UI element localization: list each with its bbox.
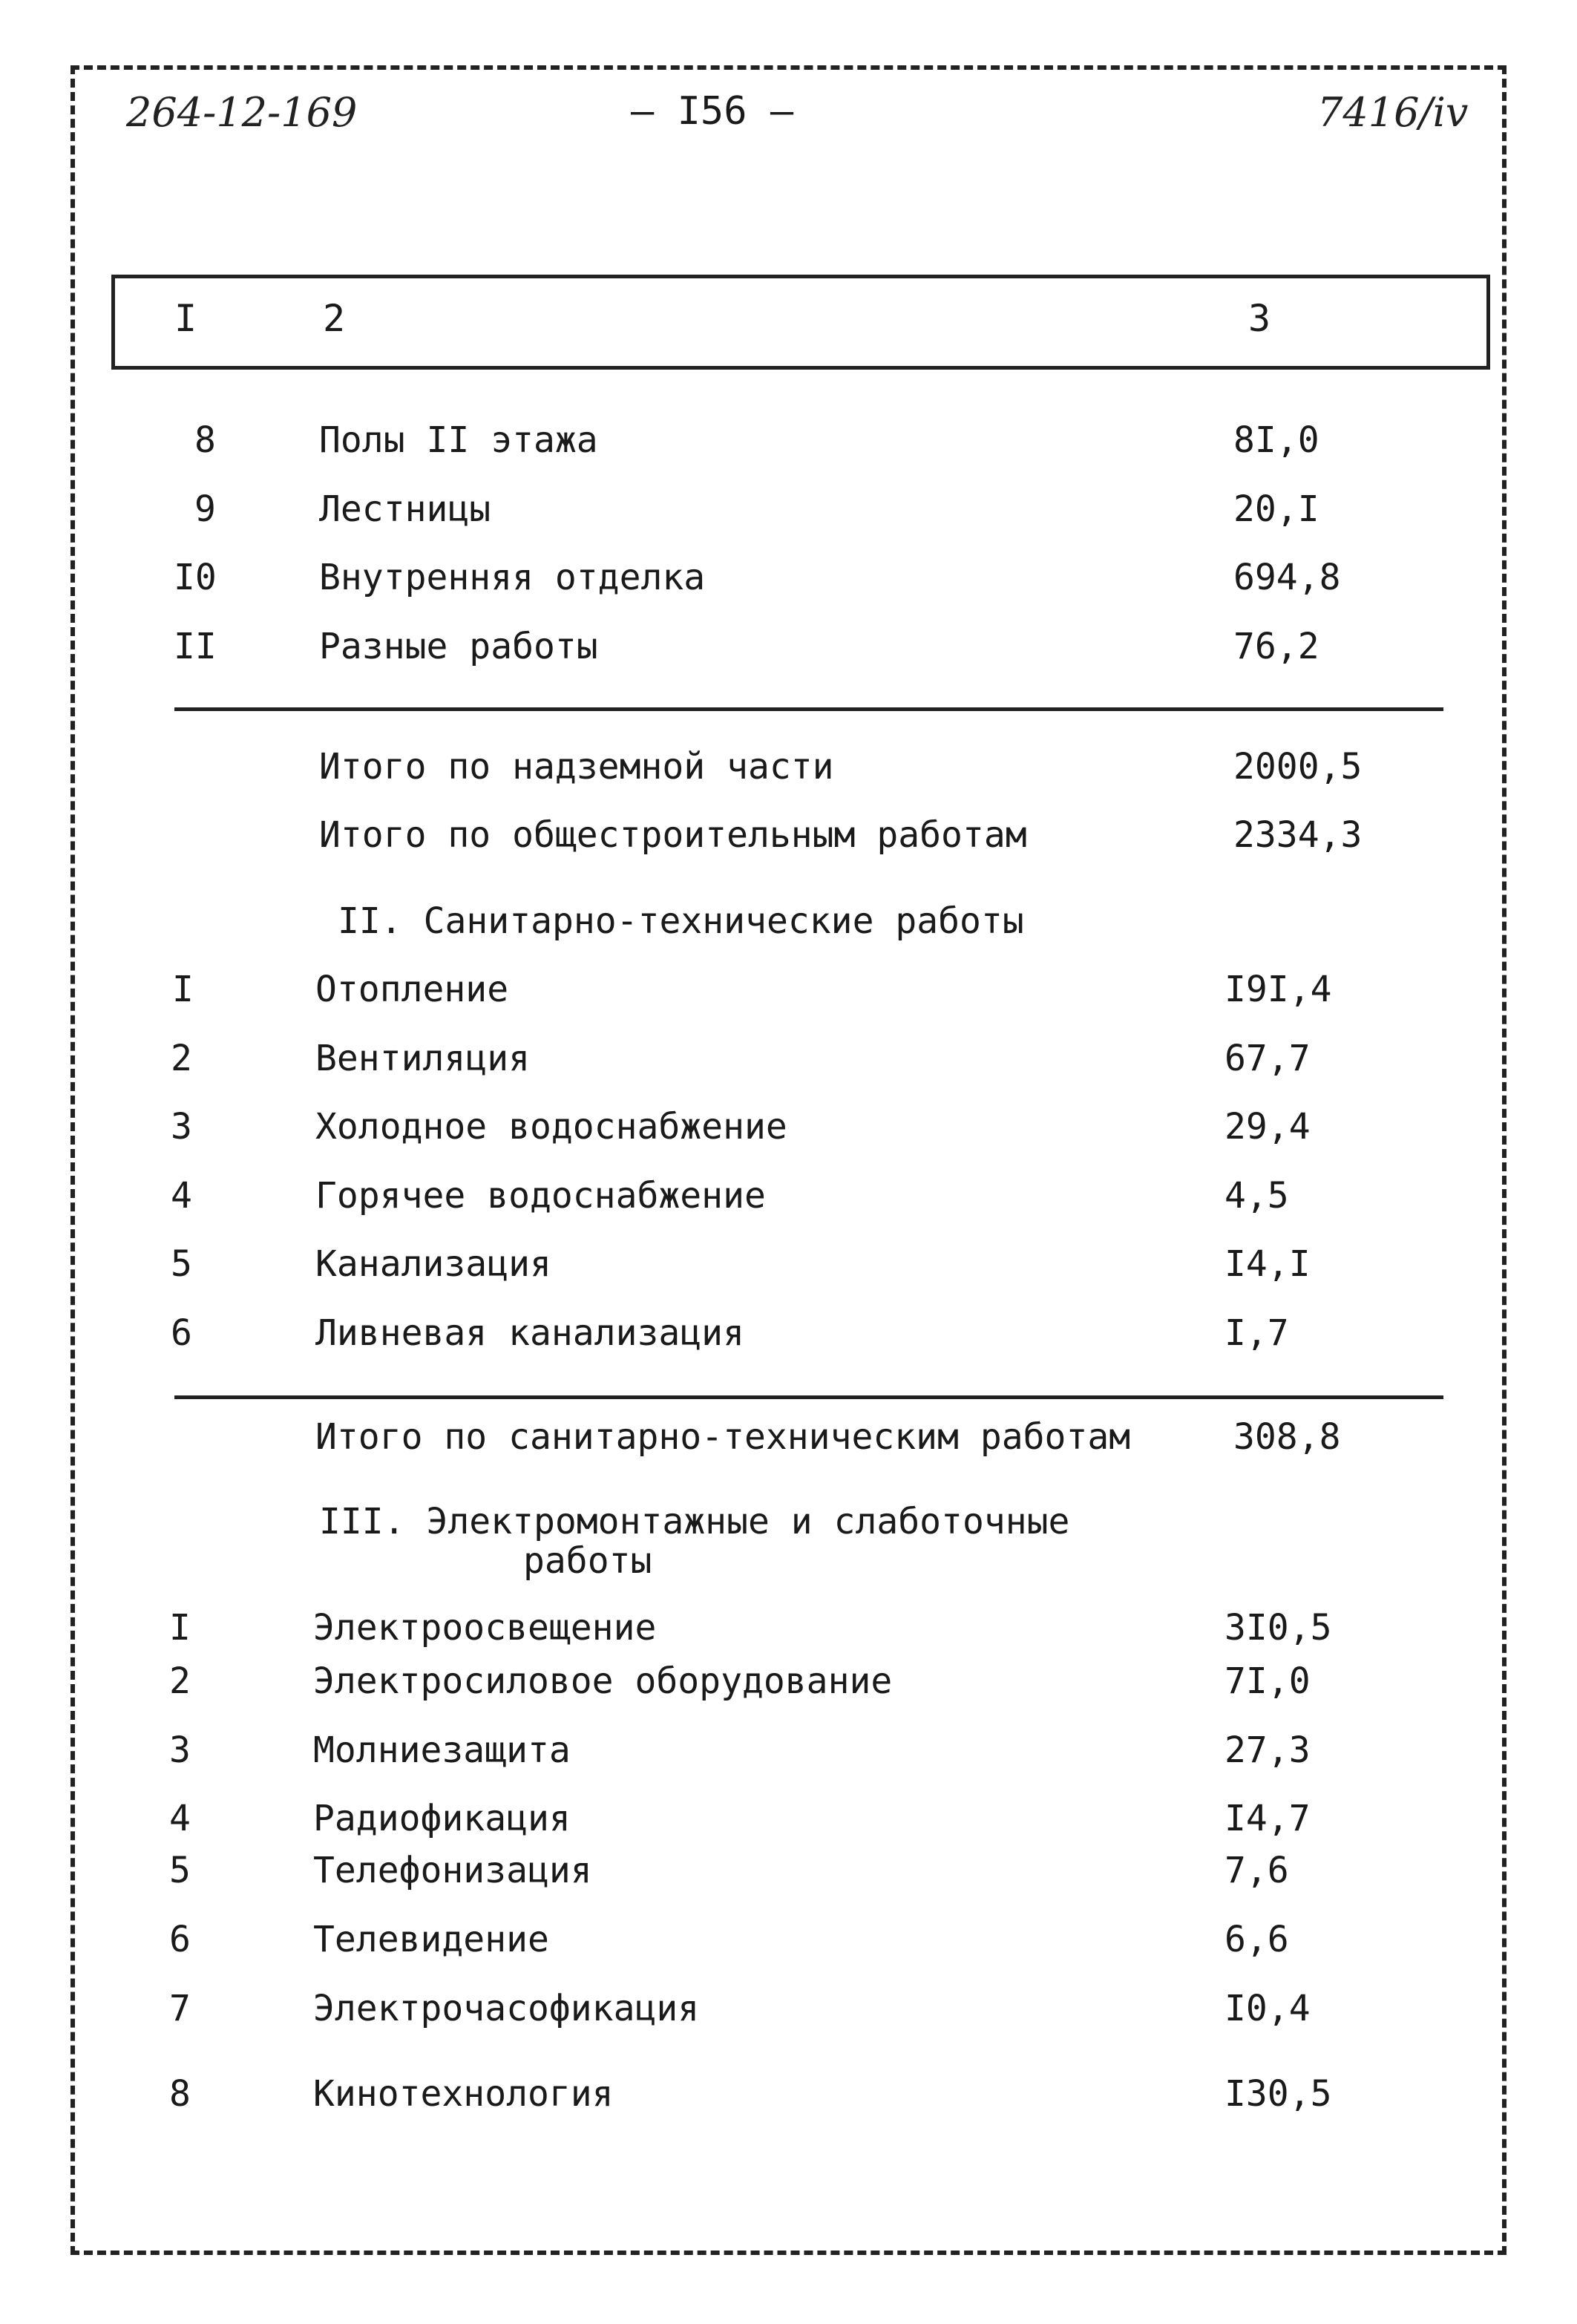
section-heading: III. Электромонтажные и слаботочные	[319, 1501, 1070, 1542]
row-name: Разные работы	[319, 626, 598, 667]
row-name: Ливневая канализация	[315, 1312, 744, 1354]
row-name: Телефонизация	[313, 1850, 592, 1891]
row-number: 5	[171, 1243, 192, 1285]
row-value: 8I,0	[1233, 419, 1319, 461]
header-col-3: 3	[1248, 297, 1271, 340]
row-value: 3I0,5	[1224, 1607, 1332, 1649]
row-number: 6	[171, 1312, 192, 1354]
row-number: I	[172, 969, 194, 1010]
row-value: 6,6	[1224, 1919, 1289, 1960]
total-label: Итого по общестроительным работам	[319, 814, 1027, 856]
row-name: Полы II этажа	[319, 419, 598, 461]
row-name: Канализация	[315, 1243, 551, 1285]
row-number: I0	[174, 557, 217, 598]
row-name: Вентиляция	[315, 1038, 530, 1079]
row-number: 8	[194, 419, 216, 461]
row-number: I	[169, 1607, 191, 1649]
total-value: 2334,3	[1233, 814, 1363, 856]
section-heading-continued: работы	[523, 1540, 652, 1582]
row-value: 7I,0	[1224, 1660, 1311, 1702]
row-name: Радиофикация	[313, 1798, 571, 1839]
row-name: Электроосвещение	[313, 1607, 657, 1649]
row-value: I9I,4	[1224, 969, 1332, 1010]
table-header	[111, 275, 1490, 370]
row-value: I30,5	[1224, 2073, 1332, 2115]
total-value: 2000,5	[1233, 746, 1363, 788]
row-name: Внутренняя отделка	[319, 557, 706, 598]
section-heading: II. Санитарно-технические работы	[338, 900, 1024, 942]
row-number: 2	[171, 1038, 192, 1079]
row-name: Электросиловое оборудование	[313, 1660, 893, 1702]
page-frame	[71, 65, 1506, 2255]
row-name: Кинотехнология	[313, 2073, 614, 2115]
row-value: 29,4	[1224, 1106, 1311, 1148]
row-name: Горячее водоснабжение	[315, 1175, 766, 1217]
row-name: Отопление	[315, 969, 509, 1010]
row-value: 76,2	[1233, 626, 1319, 667]
row-value: 694,8	[1233, 557, 1341, 598]
row-name: Лестницы	[319, 488, 491, 530]
row-number: 6	[169, 1919, 191, 1960]
row-name: Электрочасофикация	[313, 1988, 700, 2029]
row-number: 8	[169, 2073, 191, 2115]
row-value: I4,I	[1224, 1243, 1311, 1285]
header-col-2: 2	[323, 297, 346, 340]
row-name: Телевидение	[313, 1919, 549, 1960]
separator-rule	[174, 707, 1443, 711]
total-label: Итого по санитарно-техническим работам	[315, 1416, 1131, 1458]
row-value: I0,4	[1224, 1988, 1311, 2029]
page-number: – I56 –	[631, 89, 794, 134]
row-number: 7	[169, 1988, 191, 2029]
row-name: Молниезащита	[313, 1729, 571, 1771]
row-number: 5	[169, 1850, 191, 1891]
document-code-right: 7416/iv	[1317, 89, 1469, 136]
row-number: 3	[171, 1106, 192, 1148]
total-label: Итого по надземной части	[319, 746, 834, 788]
row-number: 2	[169, 1660, 191, 1702]
row-value: 4,5	[1224, 1175, 1289, 1217]
row-value: 67,7	[1224, 1038, 1311, 1079]
row-number: 9	[194, 488, 216, 530]
row-value: 7,6	[1224, 1850, 1289, 1891]
separator-rule	[174, 1395, 1443, 1399]
total-value: 308,8	[1233, 1416, 1341, 1458]
row-name: Холодное водоснабжение	[315, 1106, 787, 1148]
document-code-left: 264-12-169	[126, 89, 358, 136]
row-number: 4	[169, 1798, 191, 1839]
row-value: 20,I	[1233, 488, 1319, 530]
row-value: I,7	[1224, 1312, 1289, 1354]
row-value: 27,3	[1224, 1729, 1311, 1771]
row-value: I4,7	[1224, 1798, 1311, 1839]
row-number: 3	[169, 1729, 191, 1771]
row-number: 4	[171, 1175, 192, 1217]
row-number: II	[174, 626, 217, 667]
header-col-1: I	[174, 297, 197, 340]
